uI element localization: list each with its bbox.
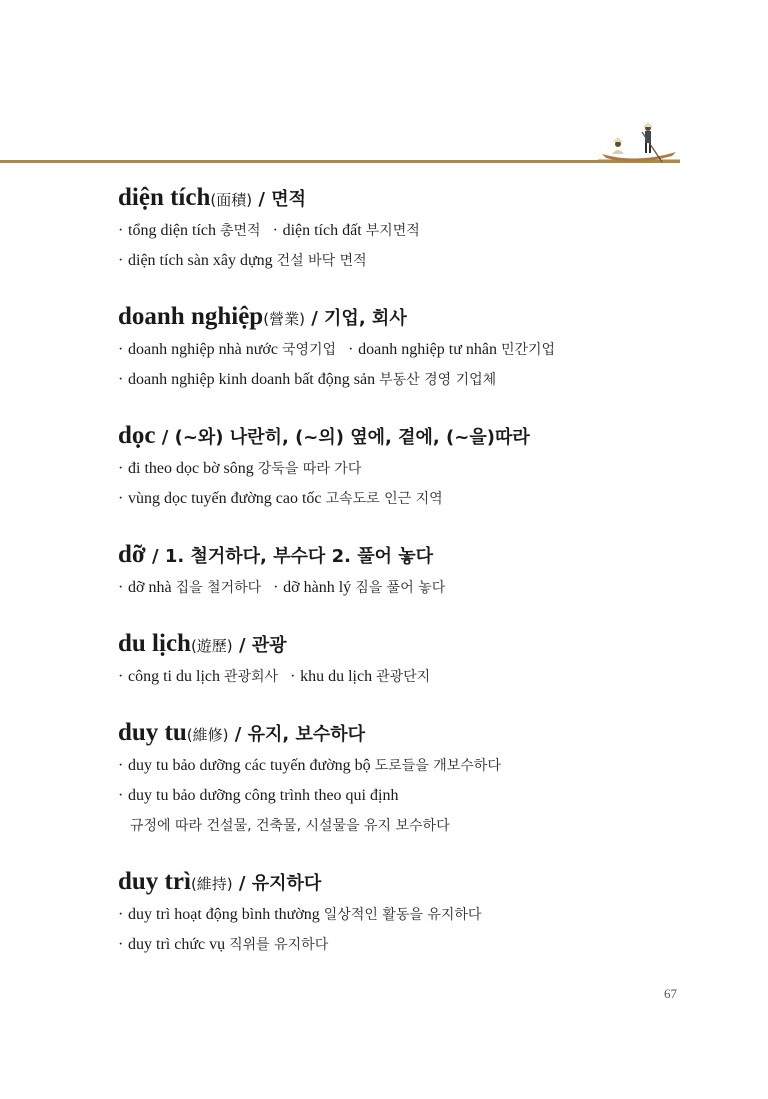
bullet-icon: · xyxy=(118,936,124,953)
hanja-origin: (遊歷) xyxy=(190,637,233,655)
example-korean: 강둑을 따라 가다 xyxy=(257,461,362,477)
bullet-icon: · xyxy=(118,341,124,358)
hanja-origin: (面積) xyxy=(210,191,253,209)
dictionary-entry xyxy=(118,420,718,514)
example-korean: 집을 철거하다 xyxy=(175,580,262,596)
entry-header xyxy=(118,301,718,335)
bullet-icon: · xyxy=(272,222,278,239)
bullet-icon: · xyxy=(118,787,124,804)
korean-meaning: / 관광 xyxy=(232,635,287,656)
example-korean: 직위를 유지하다 xyxy=(229,937,329,953)
korean-meaning: / 1. 철거하다, 부수다 2. 풀어 놓다 xyxy=(145,546,434,567)
bullet-icon: · xyxy=(118,222,124,239)
entry-header xyxy=(118,182,718,216)
bullet-icon: · xyxy=(118,490,124,507)
bullet-icon: · xyxy=(118,371,124,388)
dictionary-entry xyxy=(118,717,718,841)
headword: diện tích xyxy=(118,184,211,211)
dictionary-entry xyxy=(118,301,718,395)
example-vietnamese: doanh nghiệp tư nhân xyxy=(358,341,497,358)
example-vietnamese: duy tu bảo dưỡng công trình theo qui định xyxy=(128,787,399,804)
korean-meaning: / 면적 xyxy=(252,189,306,210)
example-line xyxy=(118,365,718,395)
example-korean: 규정에 따라 건설물, 건축물, 시설물을 유지 보수하다 xyxy=(130,818,450,834)
dictionary-entry xyxy=(118,628,718,692)
korean-meaning: / 유지하다 xyxy=(232,873,322,894)
bullet-icon: · xyxy=(118,906,124,923)
korean-meaning: / 유지, 보수하다 xyxy=(228,724,366,745)
example-vietnamese: duy tu bảo dưỡng các tuyến đường bộ xyxy=(128,757,371,774)
example-vietnamese: khu du lịch xyxy=(300,668,373,685)
hanja-origin: (維修) xyxy=(186,726,229,744)
entry-header xyxy=(118,420,718,454)
dictionary-entry xyxy=(118,539,718,603)
bullet-icon: · xyxy=(290,668,296,685)
headword: doanh nghiệp xyxy=(118,303,264,330)
example-vietnamese: công ti du lịch xyxy=(128,668,220,685)
example-vietnamese: diện tích đất xyxy=(282,222,362,239)
example-vietnamese: duy trì hoạt động bình thường xyxy=(128,906,320,923)
headword: dỡ xyxy=(118,541,146,568)
example-korean: 국영기업 xyxy=(281,342,337,358)
example-korean: 고속도로 인근 지역 xyxy=(325,491,443,507)
bullet-icon: · xyxy=(118,757,124,774)
example-line xyxy=(118,246,718,276)
korean-meaning: / 기업, 회사 xyxy=(304,308,407,329)
example-line xyxy=(118,484,718,514)
example-vietnamese: tổng diện tích xyxy=(128,222,216,239)
bullet-icon: · xyxy=(118,579,124,596)
headword: du lịch xyxy=(118,630,191,657)
bullet-icon: · xyxy=(348,341,354,358)
example-vietnamese: dỡ nhà xyxy=(128,579,172,596)
example-vietnamese: doanh nghiệp nhà nước xyxy=(128,341,278,358)
bullet-icon: · xyxy=(118,460,124,477)
example-korean: 짐을 풀어 놓다 xyxy=(355,580,446,596)
example-vietnamese: dỡ hành lý xyxy=(283,579,352,596)
example-line xyxy=(118,335,718,365)
example-vietnamese: vùng dọc tuyến đường cao tốc xyxy=(128,490,322,507)
example-korean: 건설 바닥 면적 xyxy=(276,253,367,269)
entry-header xyxy=(118,866,718,900)
bullet-icon: · xyxy=(118,252,124,269)
example-korean: 민간기업 xyxy=(500,342,556,358)
example-continuation xyxy=(118,811,718,841)
dictionary-entry xyxy=(118,182,718,276)
headword: duy tu xyxy=(118,719,187,746)
header-rule xyxy=(0,160,680,163)
example-line xyxy=(118,930,718,960)
example-korean: 일상적인 활동을 유지하다 xyxy=(323,907,482,923)
example-vietnamese: đi theo dọc bờ sông xyxy=(128,460,254,477)
example-korean: 총면적 xyxy=(219,223,261,239)
dictionary-entries xyxy=(118,182,718,985)
headword: duy trì xyxy=(118,868,191,895)
example-korean: 부지면적 xyxy=(365,223,420,239)
example-line xyxy=(118,751,718,781)
example-line xyxy=(118,900,718,930)
hanja-origin: (維持) xyxy=(190,875,233,893)
entry-header xyxy=(118,717,718,751)
example-korean: 관광단지 xyxy=(376,669,431,685)
example-vietnamese: diện tích sàn xây dựng xyxy=(128,252,273,269)
example-korean: 도로들을 개보수하다 xyxy=(374,758,501,774)
example-korean: 관광회사 xyxy=(223,669,279,685)
example-korean: 부동산 경영 기업체 xyxy=(379,372,497,388)
dictionary-entry xyxy=(118,866,718,960)
example-line xyxy=(118,781,718,811)
boat-rower-icon xyxy=(596,118,682,166)
bullet-icon: · xyxy=(118,668,124,685)
bullet-icon: · xyxy=(273,579,279,596)
example-vietnamese: duy trì chức vụ xyxy=(128,936,226,953)
entry-header xyxy=(118,539,718,573)
example-vietnamese: doanh nghiệp kinh doanh bất động sản xyxy=(128,371,376,388)
headword: dọc xyxy=(118,422,156,449)
example-line xyxy=(118,573,718,603)
page-number: 67 xyxy=(664,986,677,1001)
example-line xyxy=(118,454,718,484)
hanja-origin: (營業) xyxy=(263,310,305,328)
entry-header xyxy=(118,628,718,662)
korean-meaning: / (~와) 나란히, (~의) 옆에, 곁에, (~을)따라 xyxy=(155,427,530,448)
example-line xyxy=(118,662,718,692)
example-line xyxy=(118,216,718,246)
